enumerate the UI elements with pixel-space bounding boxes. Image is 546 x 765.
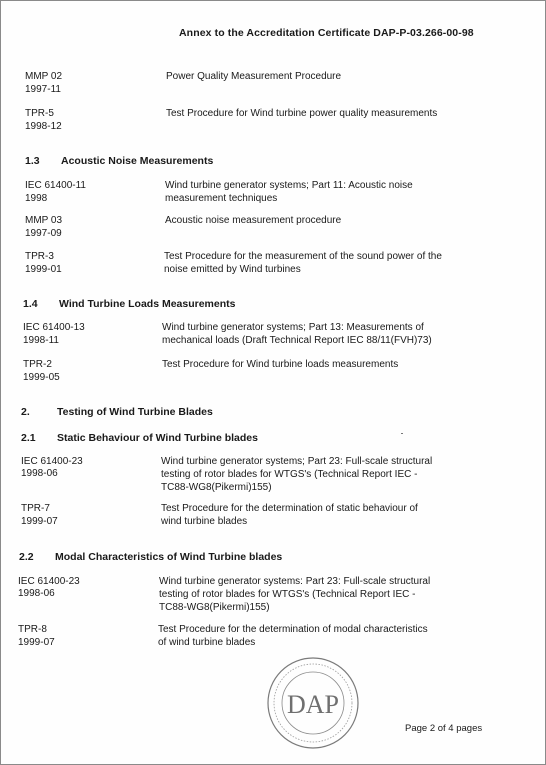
standard-date: 1999-07: [21, 516, 58, 527]
standard-code: IEC 61400-23: [21, 456, 83, 467]
standard-code: MMP 02: [25, 71, 63, 82]
standard-description: of wind turbine blades: [158, 637, 256, 648]
standard-date: 1999-05: [23, 372, 60, 383]
standard-date: 1998-06: [21, 468, 58, 479]
section-number: 1.3: [25, 155, 40, 167]
standard-description: testing of rotor blades for WTGS's (Technical Report IEC -: [159, 589, 416, 600]
standard-description: testing of rotor blades for WTGS's (Technical Report IEC -: [161, 469, 418, 480]
section-title: Wind Turbine Loads Measurements: [59, 298, 236, 310]
section-number: 2.2: [19, 551, 34, 563]
page-header: Annex to the Accreditation Certificate DAP-P-03.266-00-98: [179, 27, 474, 39]
standard-code: TPR-5: [25, 108, 54, 119]
standard-description: Wind turbine generator systems; Part 11: Acoustic noise: [165, 180, 413, 191]
standard-description: Acoustic noise measurement procedure: [165, 215, 342, 226]
section-title: Modal Characteristics of Wind Turbine blades: [55, 551, 283, 563]
section-title: Static Behaviour of Wind Turbine blades: [57, 432, 258, 444]
section-title: Testing of Wind Turbine Blades: [57, 406, 213, 418]
standard-code: TPR-2: [23, 359, 52, 370]
section-heading: [25, 155, 213, 167]
standard-date: 1998: [25, 193, 48, 204]
standard-code: MMP 03: [25, 215, 63, 226]
standard-code: IEC 61400-11: [25, 180, 86, 191]
standard-code: TPR-8: [18, 624, 47, 635]
standard-description: Test Procedure for the determination of modal characteristics: [158, 624, 428, 635]
standard-description: Test Procedure for Wind turbine loads measurements: [162, 359, 399, 370]
standard-date: 1999-07: [18, 637, 55, 648]
standard-date: 1999-01: [25, 264, 62, 275]
standard-description: noise emitted by Wind turbines: [164, 264, 301, 275]
section-title: Acoustic Noise Measurements: [61, 155, 214, 167]
standard-description: Test Procedure for the measurement of the sound power of the: [164, 251, 442, 262]
standard-date: 1998-06: [18, 588, 55, 599]
standard-description: Wind turbine generator systems; Part 13: Measurements of: [162, 322, 424, 333]
seal-logo-text: DAP: [286, 690, 340, 719]
standard-code: TPR-3: [25, 251, 54, 262]
standard-date: 1997-11: [25, 84, 61, 95]
standard-description: Power Quality Measurement Procedure: [166, 71, 342, 82]
standard-description: Test Procedure for Wind turbine power quality measurements: [166, 108, 438, 119]
standard-description: measurement techniques: [165, 193, 278, 204]
standard-date: 1998-11: [23, 335, 59, 346]
scan-speck: [401, 433, 403, 434]
standard-description: mechanical loads (Draft Technical Report IEC 88/11(FVH)73): [162, 335, 432, 346]
standard-date: 1997-09: [25, 228, 62, 239]
section-heading: [23, 298, 236, 310]
section-number: 1.4: [23, 298, 38, 310]
standard-code: TPR-7: [21, 503, 50, 514]
standard-description: Wind turbine generator systems; Part 23: Full-scale structural: [161, 456, 433, 467]
section-heading: [21, 432, 258, 444]
standard-description: TC88-WG8(Pikermi)155): [159, 602, 270, 613]
standard-description: Wind turbine generator systems: Part 23: Full-scale structural: [159, 576, 431, 587]
standard-code: IEC 61400-13: [23, 322, 85, 333]
standard-description: Test Procedure for the determination of static behaviour of: [161, 503, 418, 514]
section-heading: [19, 551, 282, 563]
standard-description: wind turbine blades: [161, 516, 248, 527]
standard-date: 1998-12: [25, 121, 62, 132]
dap-seal: [265, 655, 361, 751]
section-number: 2.: [21, 406, 30, 418]
page-number: Page 2 of 4 pages: [405, 723, 483, 734]
standard-description: TC88-WG8(Pikermi)155): [161, 482, 272, 493]
section-heading: [21, 406, 213, 418]
section-number: 2.1: [21, 432, 36, 444]
standard-code: IEC 61400-23: [18, 576, 80, 587]
